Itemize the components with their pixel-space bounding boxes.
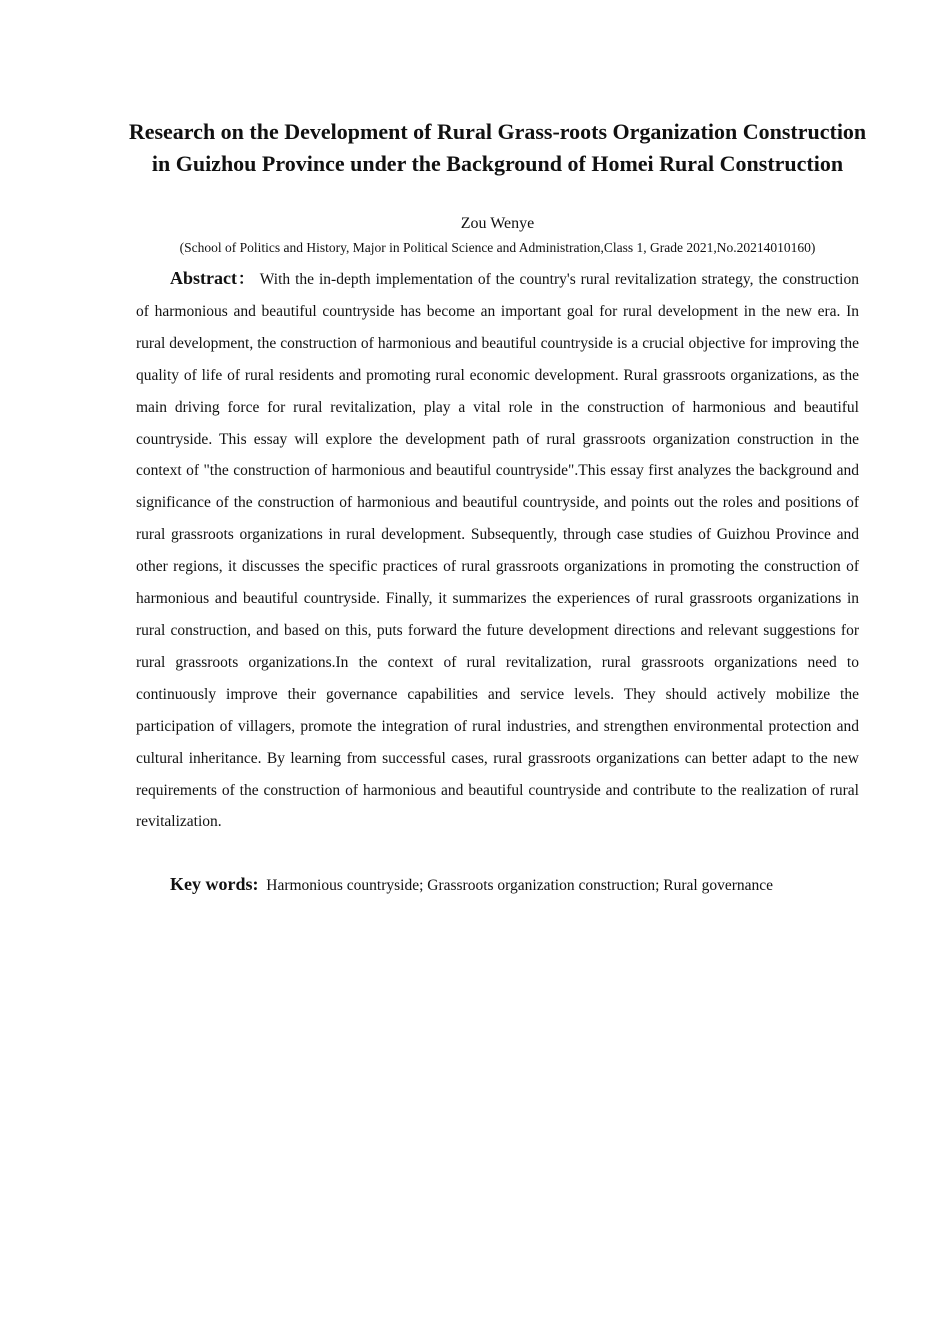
keywords-line <box>136 870 859 900</box>
abstract-paragraph <box>136 263 859 838</box>
abstract-text: With the in-depth implementation of the country's rural revitalization strategy, the construction of harmonious and beautiful countryside has become an important goal for rural development in the new era. In rural development, the construction of harmonious and beautiful countryside is a crucial objective for improving the quality of life of rural residents and promoting rural economic development. Rural grassroots organizations, as the main driving force for rural revitalization, play a vital role in the construction of harmonious and beautiful countryside. This essay will explore the development path of rural grassroots organization construction in the context of "the construction of harmonious and beautiful countryside".This essay first analyzes the background and significance of the construction of harmonious and beautiful countryside, and points out the roles and positions of rural grassroots organizations in rural development. Subsequently, through case studies of Guizhou Province and other regions, it discusses the specific practices of rural grassroots organizations in promoting the construction of harmonious and beautiful countryside. Finally, it summarizes the experiences of rural grassroots organizations in rural construction, and based on this, puts forward the future development directions and relevant suggestions for rural grassroots organizations.In the context of rural revitalization, rural grassroots organizations need to continuously improve their governance capabilities and service levels. They should actively mobilize the participation of villagers, promote the integration of rural industries, and strengthen environmental protection and cultural inheritance. By learning from successful cases, rural grassroots organizations can better adapt to the new requirements of the construction of harmonious and beautiful countryside and contribute to the realization of rural revitalization. <box>136 271 859 831</box>
paper-title: Research on the Development of Rural Grass-roots Organization Construction in Guizhou Province under the Background of Homei Rural Construction <box>128 119 867 176</box>
abstract-label: Abstract <box>170 268 237 288</box>
abstract-separator: ： <box>236 271 256 288</box>
keywords-text: Harmonious countryside; Grassroots organization construction; Rural governance <box>266 877 774 894</box>
keywords-label: Key words: <box>170 874 259 894</box>
author-affiliation: (School of Politics and History, Major in Political Science and Administration,Class 1, Grade 2021,No.20214010160) <box>179 240 816 255</box>
author-name: Zou Wenye <box>460 215 535 232</box>
